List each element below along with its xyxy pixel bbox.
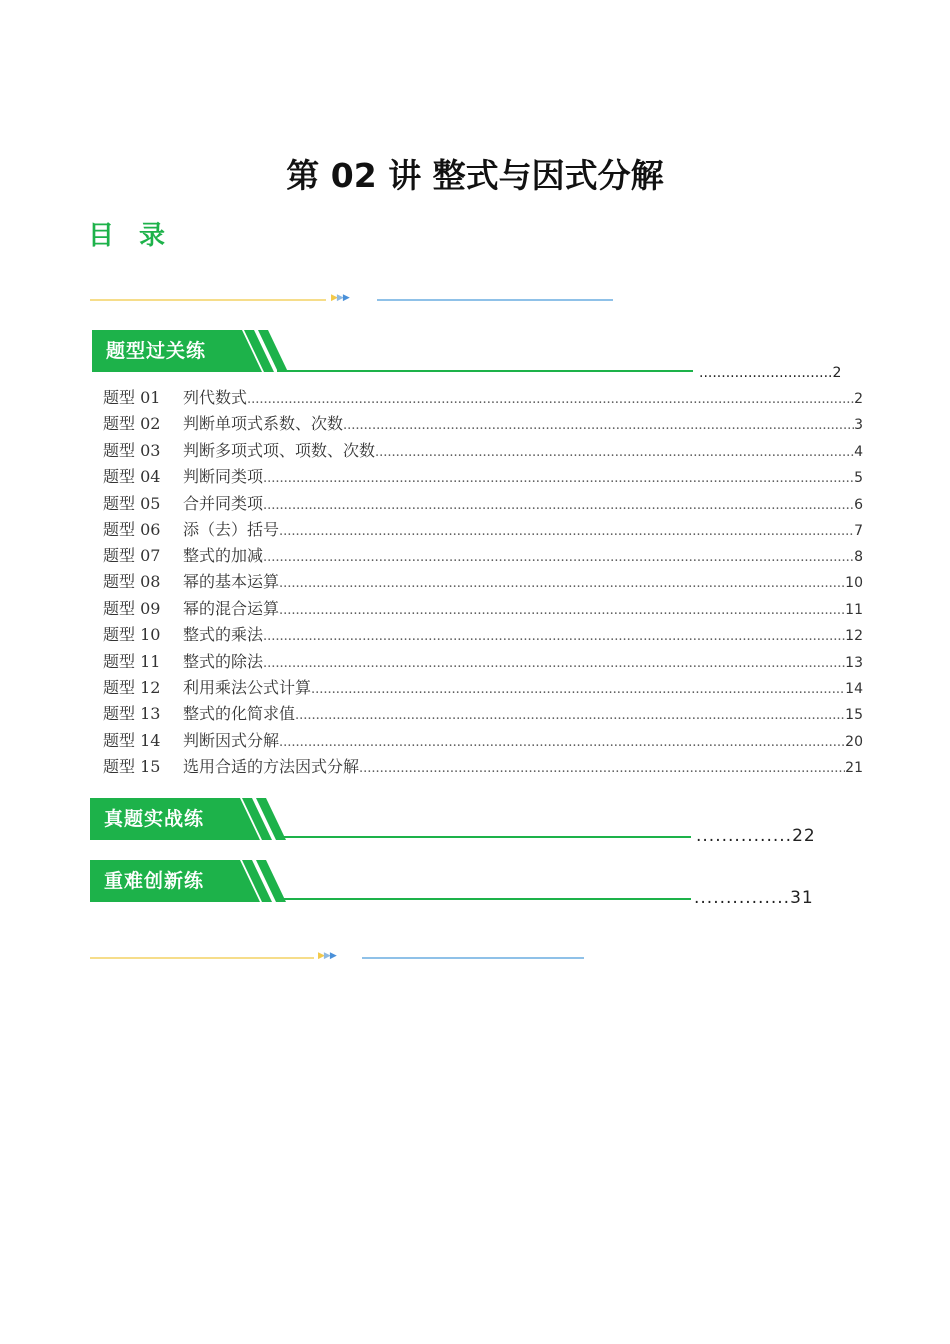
item-number: 题型 10 bbox=[103, 625, 161, 644]
toc-item[interactable] bbox=[103, 465, 863, 489]
item-number: 题型 11 bbox=[103, 652, 161, 671]
item-number: 题型 14 bbox=[103, 731, 161, 750]
section-underline bbox=[275, 898, 691, 900]
leader-dots bbox=[375, 441, 854, 465]
leader-dots bbox=[263, 652, 845, 676]
leader-dots bbox=[263, 494, 854, 518]
section-banner-2 bbox=[90, 798, 692, 840]
item-name: 判断多项式项、项数、次数 bbox=[183, 441, 376, 460]
item-page: 6 bbox=[854, 497, 863, 513]
section-page-number: 22 bbox=[792, 826, 816, 846]
item-name: 列代数式 bbox=[183, 388, 248, 407]
leader-dots bbox=[263, 625, 845, 649]
toc-item[interactable] bbox=[103, 650, 863, 674]
bottom-divider-left bbox=[90, 957, 314, 959]
item-page: 5 bbox=[854, 470, 863, 486]
top-divider-right bbox=[377, 299, 613, 301]
item-number: 题型 06 bbox=[103, 520, 161, 539]
section-label: 重难创新练 bbox=[104, 870, 205, 892]
toc-heading: 目 录 bbox=[88, 221, 174, 251]
arrows-icon: ▶▶▶ bbox=[331, 293, 349, 303]
page-title: 第 02 讲 整式与因式分解 bbox=[286, 156, 664, 195]
section-label: 真题实战练 bbox=[104, 808, 205, 830]
toc-item[interactable] bbox=[103, 597, 863, 621]
item-number: 题型 05 bbox=[103, 494, 161, 513]
item-name: 幂的混合运算 bbox=[183, 599, 280, 618]
item-page: 12 bbox=[845, 628, 863, 644]
leader-dots bbox=[263, 467, 854, 491]
leader-dots bbox=[279, 599, 845, 623]
toc-item[interactable] bbox=[103, 412, 863, 436]
item-name: 整式的加减 bbox=[183, 546, 264, 565]
toc-item[interactable] bbox=[103, 492, 863, 516]
item-name: 选用合适的方法因式分解 bbox=[183, 757, 360, 776]
leader-dots bbox=[295, 704, 845, 728]
item-name: 整式的化简求值 bbox=[183, 704, 296, 723]
item-number: 题型 01 bbox=[103, 388, 161, 407]
section-label: 题型过关练 bbox=[106, 340, 207, 362]
item-page: 3 bbox=[854, 417, 863, 433]
section-page-1[interactable] bbox=[699, 365, 841, 381]
toc-item[interactable] bbox=[103, 729, 863, 753]
leader-dots bbox=[343, 414, 854, 438]
section-dots: ............... bbox=[694, 888, 791, 908]
leader-dots bbox=[279, 731, 845, 755]
toc-item[interactable] bbox=[103, 755, 863, 779]
item-page: 11 bbox=[845, 602, 863, 618]
leader-dots bbox=[279, 520, 854, 544]
section-banner-3 bbox=[90, 860, 692, 902]
section-page-number: 31 bbox=[790, 888, 814, 908]
leader-dots bbox=[247, 388, 854, 412]
bottom-divider-right bbox=[362, 957, 584, 959]
item-name: 判断单项式系数、次数 bbox=[183, 414, 344, 433]
toc-item[interactable] bbox=[103, 544, 863, 568]
section-page-3[interactable] bbox=[694, 888, 814, 908]
top-divider-left bbox=[90, 299, 326, 301]
item-number: 题型 15 bbox=[103, 757, 161, 776]
item-name: 判断同类项 bbox=[183, 467, 264, 486]
item-page: 10 bbox=[845, 575, 863, 591]
item-page: 21 bbox=[845, 760, 863, 776]
arrows-icon: ▶▶▶ bbox=[318, 951, 336, 961]
toc-item[interactable] bbox=[103, 570, 863, 594]
section-banner-1 bbox=[92, 330, 694, 372]
item-page: 14 bbox=[845, 681, 863, 697]
item-page: 8 bbox=[854, 549, 863, 565]
section-page-2[interactable] bbox=[696, 826, 816, 846]
item-name: 幂的基本运算 bbox=[183, 572, 280, 591]
toc-item[interactable] bbox=[103, 623, 863, 647]
item-number: 题型 04 bbox=[103, 467, 161, 486]
section-dots: .............................. bbox=[699, 365, 833, 381]
item-name: 整式的除法 bbox=[183, 652, 264, 671]
item-page: 4 bbox=[854, 444, 863, 460]
item-number: 题型 03 bbox=[103, 441, 161, 460]
item-number: 题型 08 bbox=[103, 572, 161, 591]
item-number: 题型 02 bbox=[103, 414, 161, 433]
toc-item[interactable] bbox=[103, 518, 863, 542]
toc-item[interactable] bbox=[103, 439, 863, 463]
item-number: 题型 12 bbox=[103, 678, 161, 697]
item-page: 15 bbox=[845, 707, 863, 723]
item-page: 13 bbox=[845, 655, 863, 671]
item-page: 20 bbox=[845, 734, 863, 750]
section-page-number: 2 bbox=[832, 365, 842, 381]
item-name: 判断因式分解 bbox=[183, 731, 280, 750]
toc-item[interactable] bbox=[103, 676, 863, 700]
toc-item[interactable] bbox=[103, 386, 863, 410]
item-name: 整式的乘法 bbox=[183, 625, 264, 644]
item-name: 添（去）括号 bbox=[183, 520, 280, 539]
item-page: 7 bbox=[854, 523, 863, 539]
toc-item[interactable] bbox=[103, 702, 863, 726]
item-page: 2 bbox=[854, 391, 863, 407]
item-number: 题型 09 bbox=[103, 599, 161, 618]
section-underline bbox=[275, 836, 691, 838]
item-number: 题型 07 bbox=[103, 546, 161, 565]
item-number: 题型 13 bbox=[103, 704, 161, 723]
section-underline bbox=[277, 370, 693, 372]
item-name: 利用乘法公式计算 bbox=[183, 678, 312, 697]
item-name: 合并同类项 bbox=[183, 494, 264, 513]
leader-dots bbox=[263, 546, 854, 570]
leader-dots bbox=[311, 678, 845, 702]
section-dots: ............... bbox=[696, 826, 793, 846]
leader-dots bbox=[359, 757, 845, 781]
leader-dots bbox=[279, 572, 845, 596]
